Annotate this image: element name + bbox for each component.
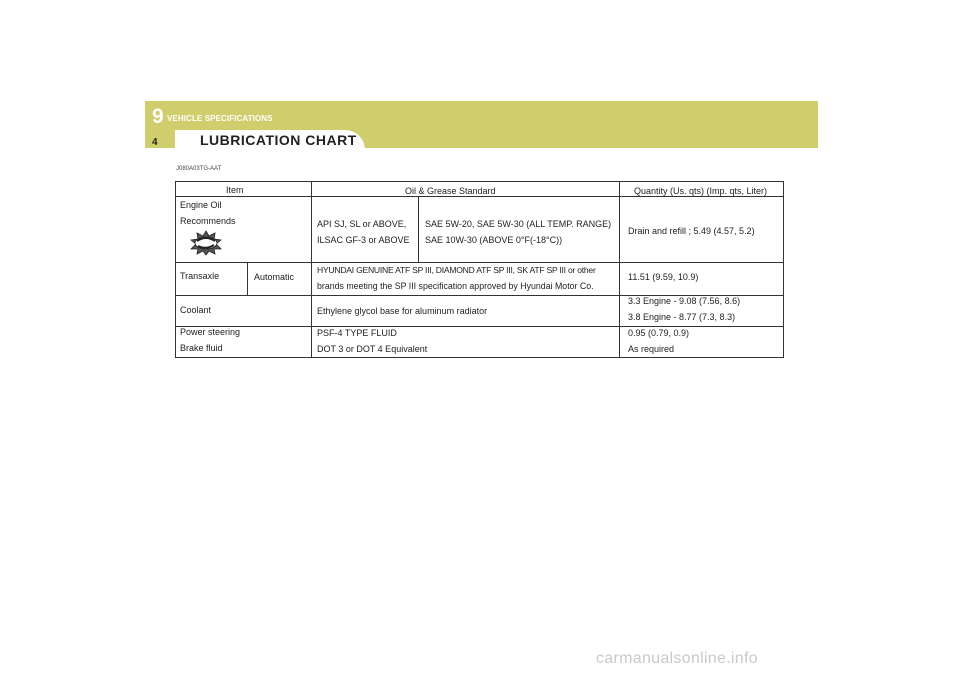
transaxle-standard-line2: brands meeting the SP III specification approved by Hyundai Motor Co. <box>317 281 594 291</box>
header-oil-grease-standard: Oil & Grease Standard <box>405 186 496 196</box>
api-spec-line1: API SJ, SL or ABOVE, <box>317 219 407 229</box>
brake-fluid-standard: DOT 3 or DOT 4 Equivalent <box>317 344 428 354</box>
transaxle-sub-divider <box>247 262 248 295</box>
document-code: J080A03TG-AAT <box>176 166 222 172</box>
brake-fluid-quantity: As required <box>628 344 675 354</box>
api-sae-divider <box>418 196 419 262</box>
engine-oil-quantity: Drain and refill ; 5.49 (4.57, 5.2) <box>628 226 755 236</box>
power-steering-quantity: 0.95 (0.79, 0.9) <box>628 328 690 338</box>
header-item: Item <box>226 185 244 195</box>
coolant-row-divider <box>175 326 784 327</box>
sae-spec-line2: SAE 10W-30 (ABOVE 0°F(-18°C)) <box>425 235 563 245</box>
power-steering-standard: PSF-4 TYPE FLUID <box>317 328 397 338</box>
engine-oil-row-divider <box>175 262 784 263</box>
header-quantity: Quantity (Us. qts) (Imp. qts, Liter) <box>634 186 768 196</box>
coolant-quantity-line2: 3.8 Engine - 8.77 (7.3, 8.3) <box>628 312 736 322</box>
watermark-link[interactable]: carmanualsonline.info <box>596 650 758 667</box>
brake-fluid-label: Brake fluid <box>180 343 223 353</box>
engine-oil-recommends-label: Recommends <box>180 216 236 226</box>
page-number: 4 <box>152 137 158 148</box>
transaxle-quantity: 11.51 (9.59, 10.9) <box>628 272 699 282</box>
power-steering-label: Power steering <box>180 327 241 337</box>
starburst-logo-icon <box>188 229 224 256</box>
page-title: LUBRICATION CHART <box>200 132 357 148</box>
transaxle-standard-line1: HYUNDAI GENUINE ATF SP III, DIAMOND ATF SP III, SK ATF SP III or other <box>317 265 596 275</box>
item-column-divider <box>311 181 312 358</box>
engine-oil-label: Engine Oil <box>180 200 222 210</box>
coolant-label: Coolant <box>180 305 212 315</box>
sae-spec-line1: SAE 5W-20, SAE 5W-30 (ALL TEMP. RANGE) <box>425 219 612 229</box>
quantity-column-divider <box>619 181 620 358</box>
transaxle-automatic-label: Automatic <box>254 272 295 282</box>
chapter-number: 9 <box>152 105 164 128</box>
api-spec-line2: ILSAC GF-3 or ABOVE <box>317 235 410 245</box>
section-label: VEHICLE SPECIFICATIONS <box>167 114 273 123</box>
coolant-quantity-line1: 3.3 Engine - 9.08 (7.56, 8.6) <box>628 296 741 306</box>
transaxle-label: Transaxle <box>180 271 220 281</box>
coolant-standard: Ethylene glycol base for aluminum radiator <box>317 306 488 316</box>
